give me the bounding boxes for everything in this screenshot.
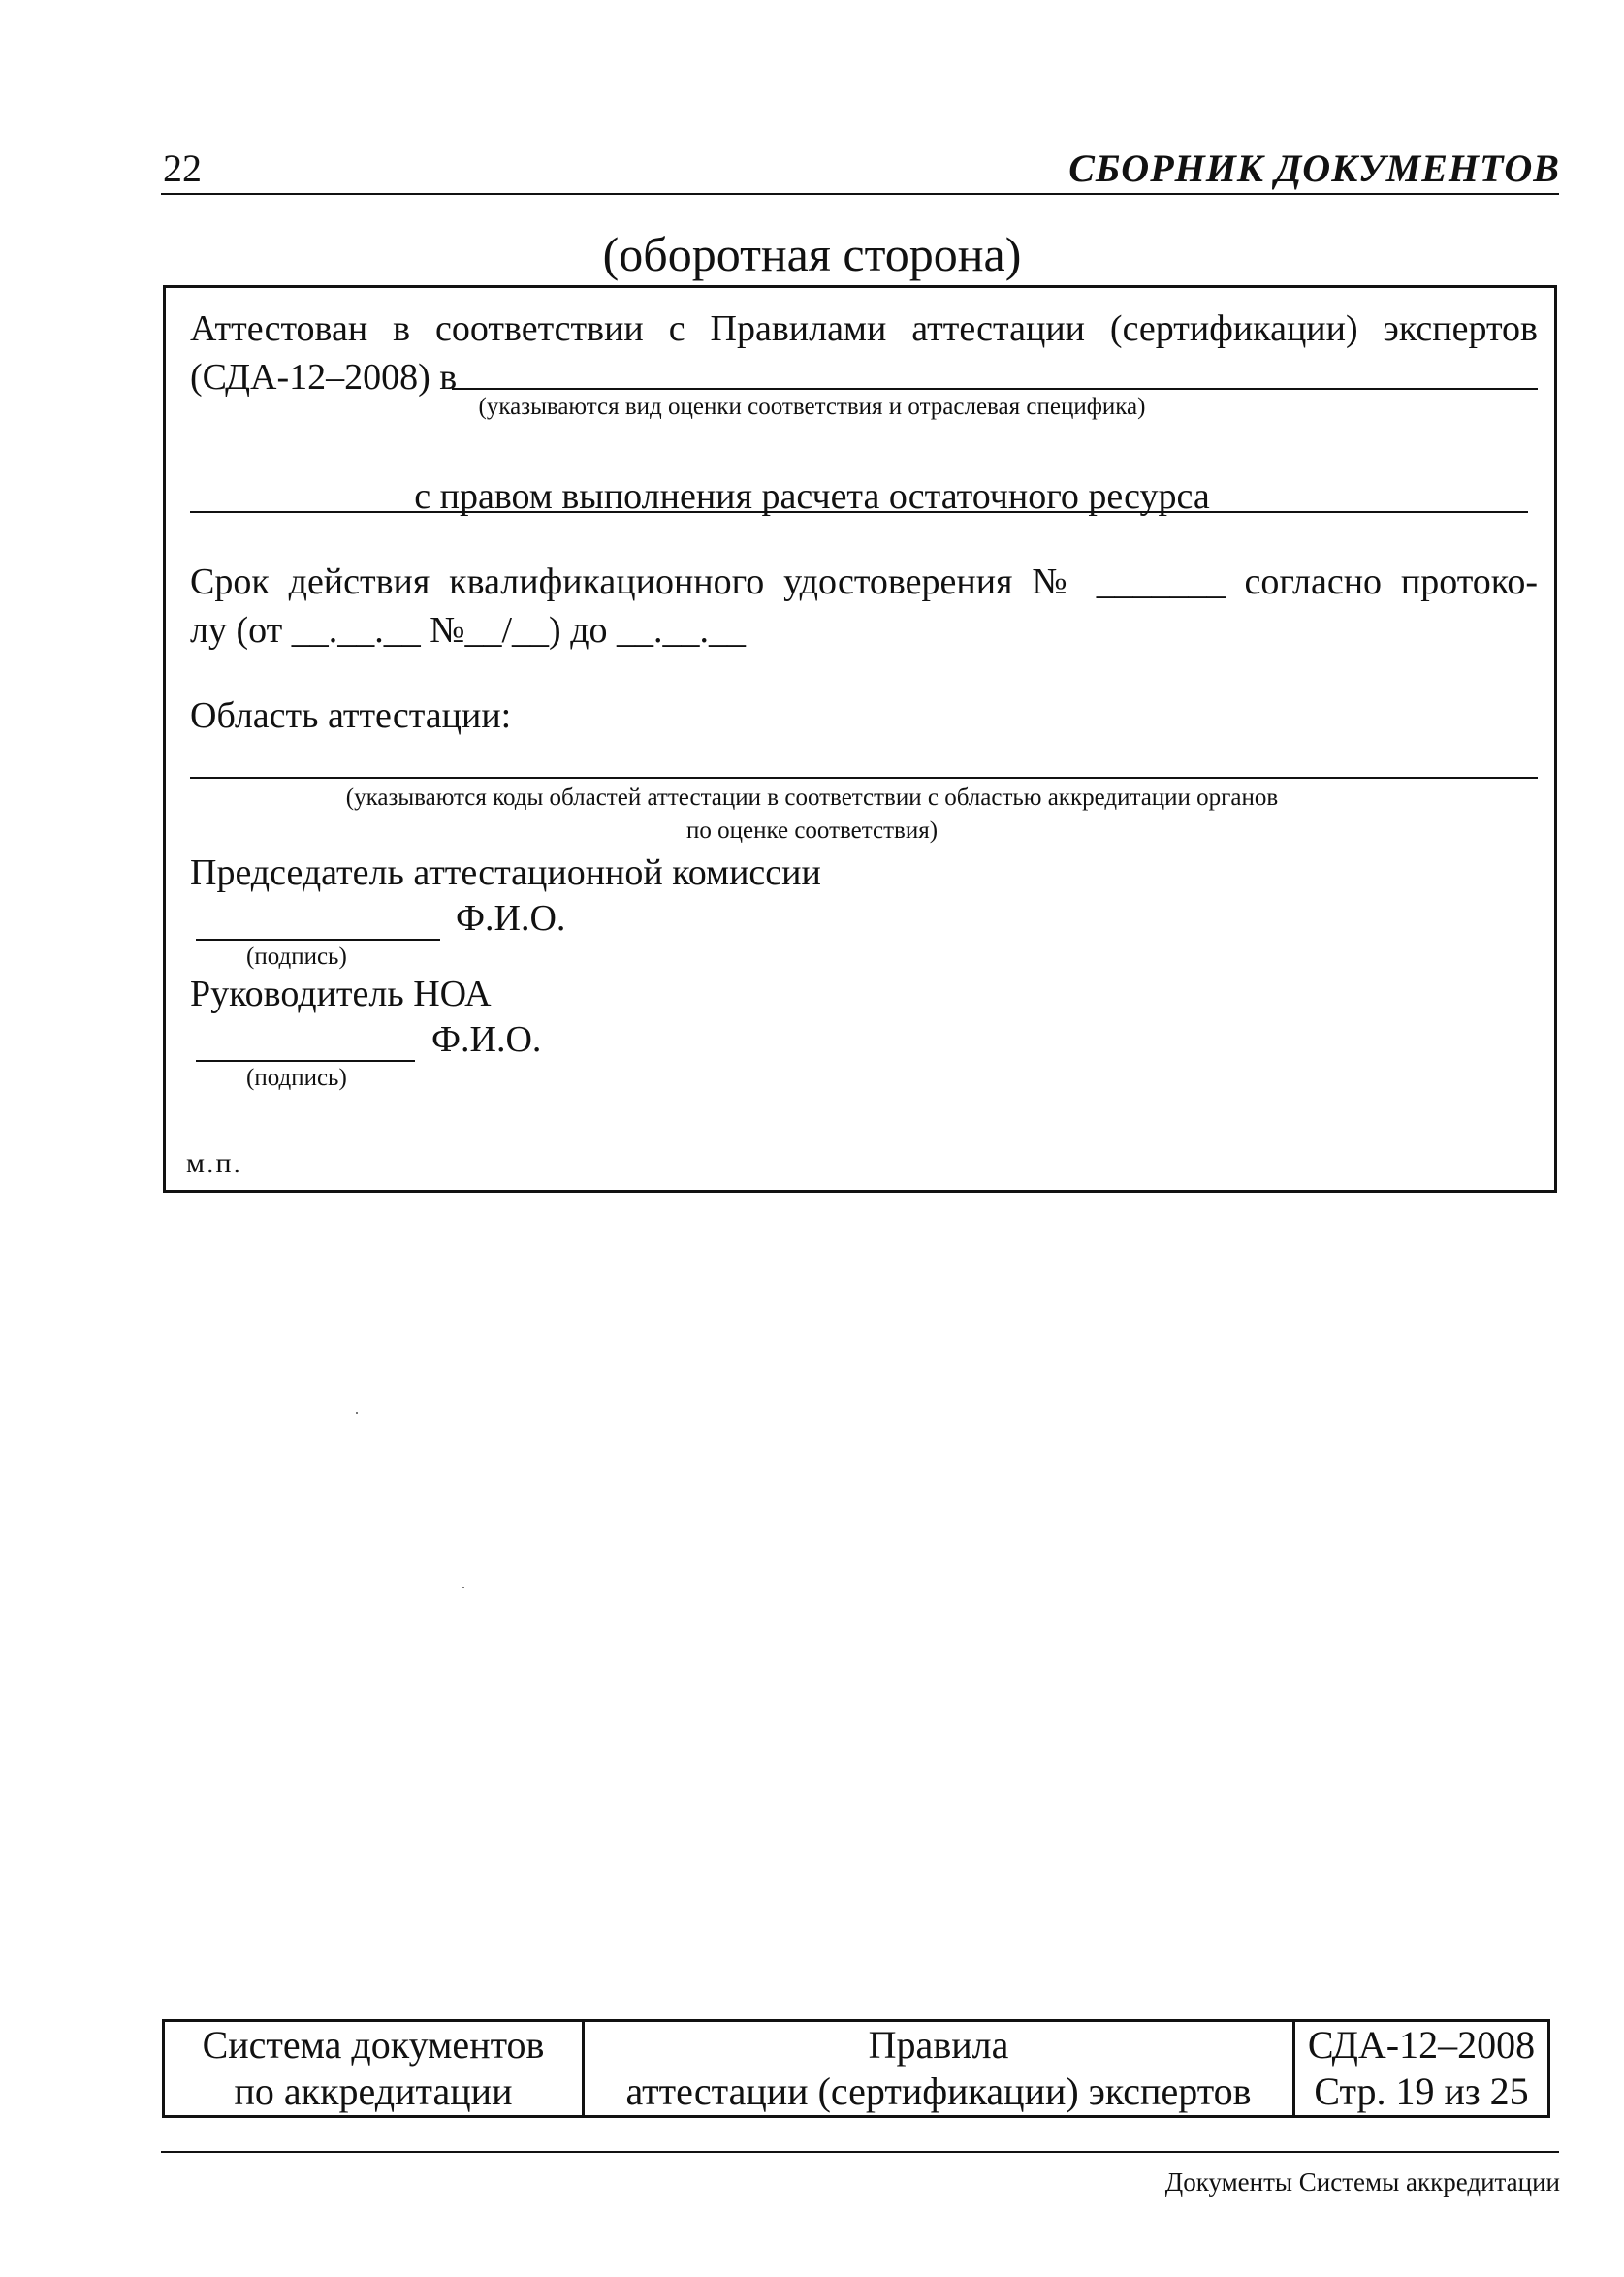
system-cell [164, 2021, 584, 2117]
chairman-signature-line [196, 939, 440, 941]
system-line-2: по аккредитации [234, 2069, 513, 2113]
scan-speck [356, 1412, 358, 1414]
head-signature-line [196, 1060, 415, 1062]
chairman-fio: Ф.И.О. [456, 898, 566, 939]
doc-code-cell [1294, 2021, 1549, 2117]
running-head: СБОРНИК ДОКУМЕНТОВ [1068, 146, 1560, 190]
head-fio: Ф.И.О. [431, 1019, 542, 1060]
scope-hint [0, 782, 1624, 848]
document-id-table [162, 2019, 1550, 2118]
scope-hint-line-1: (указываются коды областей аттестации в соответствии с областью аккредитации органов [345, 785, 1279, 811]
head-signature-caption: (подпись) [246, 1065, 347, 1091]
certificate-form-box [163, 285, 1557, 1193]
scope-hint-line-2: по оценке соответствия) [685, 818, 939, 844]
scope-label: Область аттестации: [190, 695, 512, 736]
stamp-place: м.п. [186, 1147, 243, 1179]
scan-speck [462, 1587, 464, 1588]
validity-line-2: лу (от __.__.__ №__/__) до __.__.__ [190, 610, 747, 651]
doc-code: СДА-12–2008 [1307, 2023, 1536, 2067]
certified-text-cont: (СДА-12–2008) в [190, 357, 458, 398]
rules-line-1: Правила [868, 2023, 1009, 2067]
collection-name: Документы Системы аккредитации [1164, 2167, 1560, 2197]
residual-resource-text: с правом выполнения расчета остаточного ресурса [414, 476, 1210, 517]
page-number: 22 [163, 146, 202, 190]
header-rule [161, 193, 1559, 195]
assessment-type-field-line [452, 388, 1538, 390]
rules-cell [584, 2021, 1294, 2117]
page-title: (оборотная сторона) [602, 227, 1022, 281]
page-of: Стр. 19 из 25 [1314, 2069, 1529, 2113]
rules-line-2: аттестации (сертификации) экспертов [625, 2069, 1252, 2113]
footer-rule [161, 2151, 1559, 2153]
certified-text: Аттестован в соответствии с Правилами аттестации (сертификации) экспертов [190, 308, 1538, 349]
assessment-type-hint: (указываются вид оценки соответствия и отраслевая специфика) [478, 394, 1146, 420]
chairman-signature-caption: (подпись) [246, 944, 347, 970]
head-label: Руководитель НОА [190, 974, 492, 1014]
chairman-label: Председатель аттестационной комиссии [190, 852, 821, 893]
system-line-1: Система документов [202, 2023, 545, 2067]
scope-field-line [190, 777, 1538, 779]
validity-line-1: Срок действия квалификационного удостоверения № _______ согласно протоко- [190, 561, 1538, 602]
